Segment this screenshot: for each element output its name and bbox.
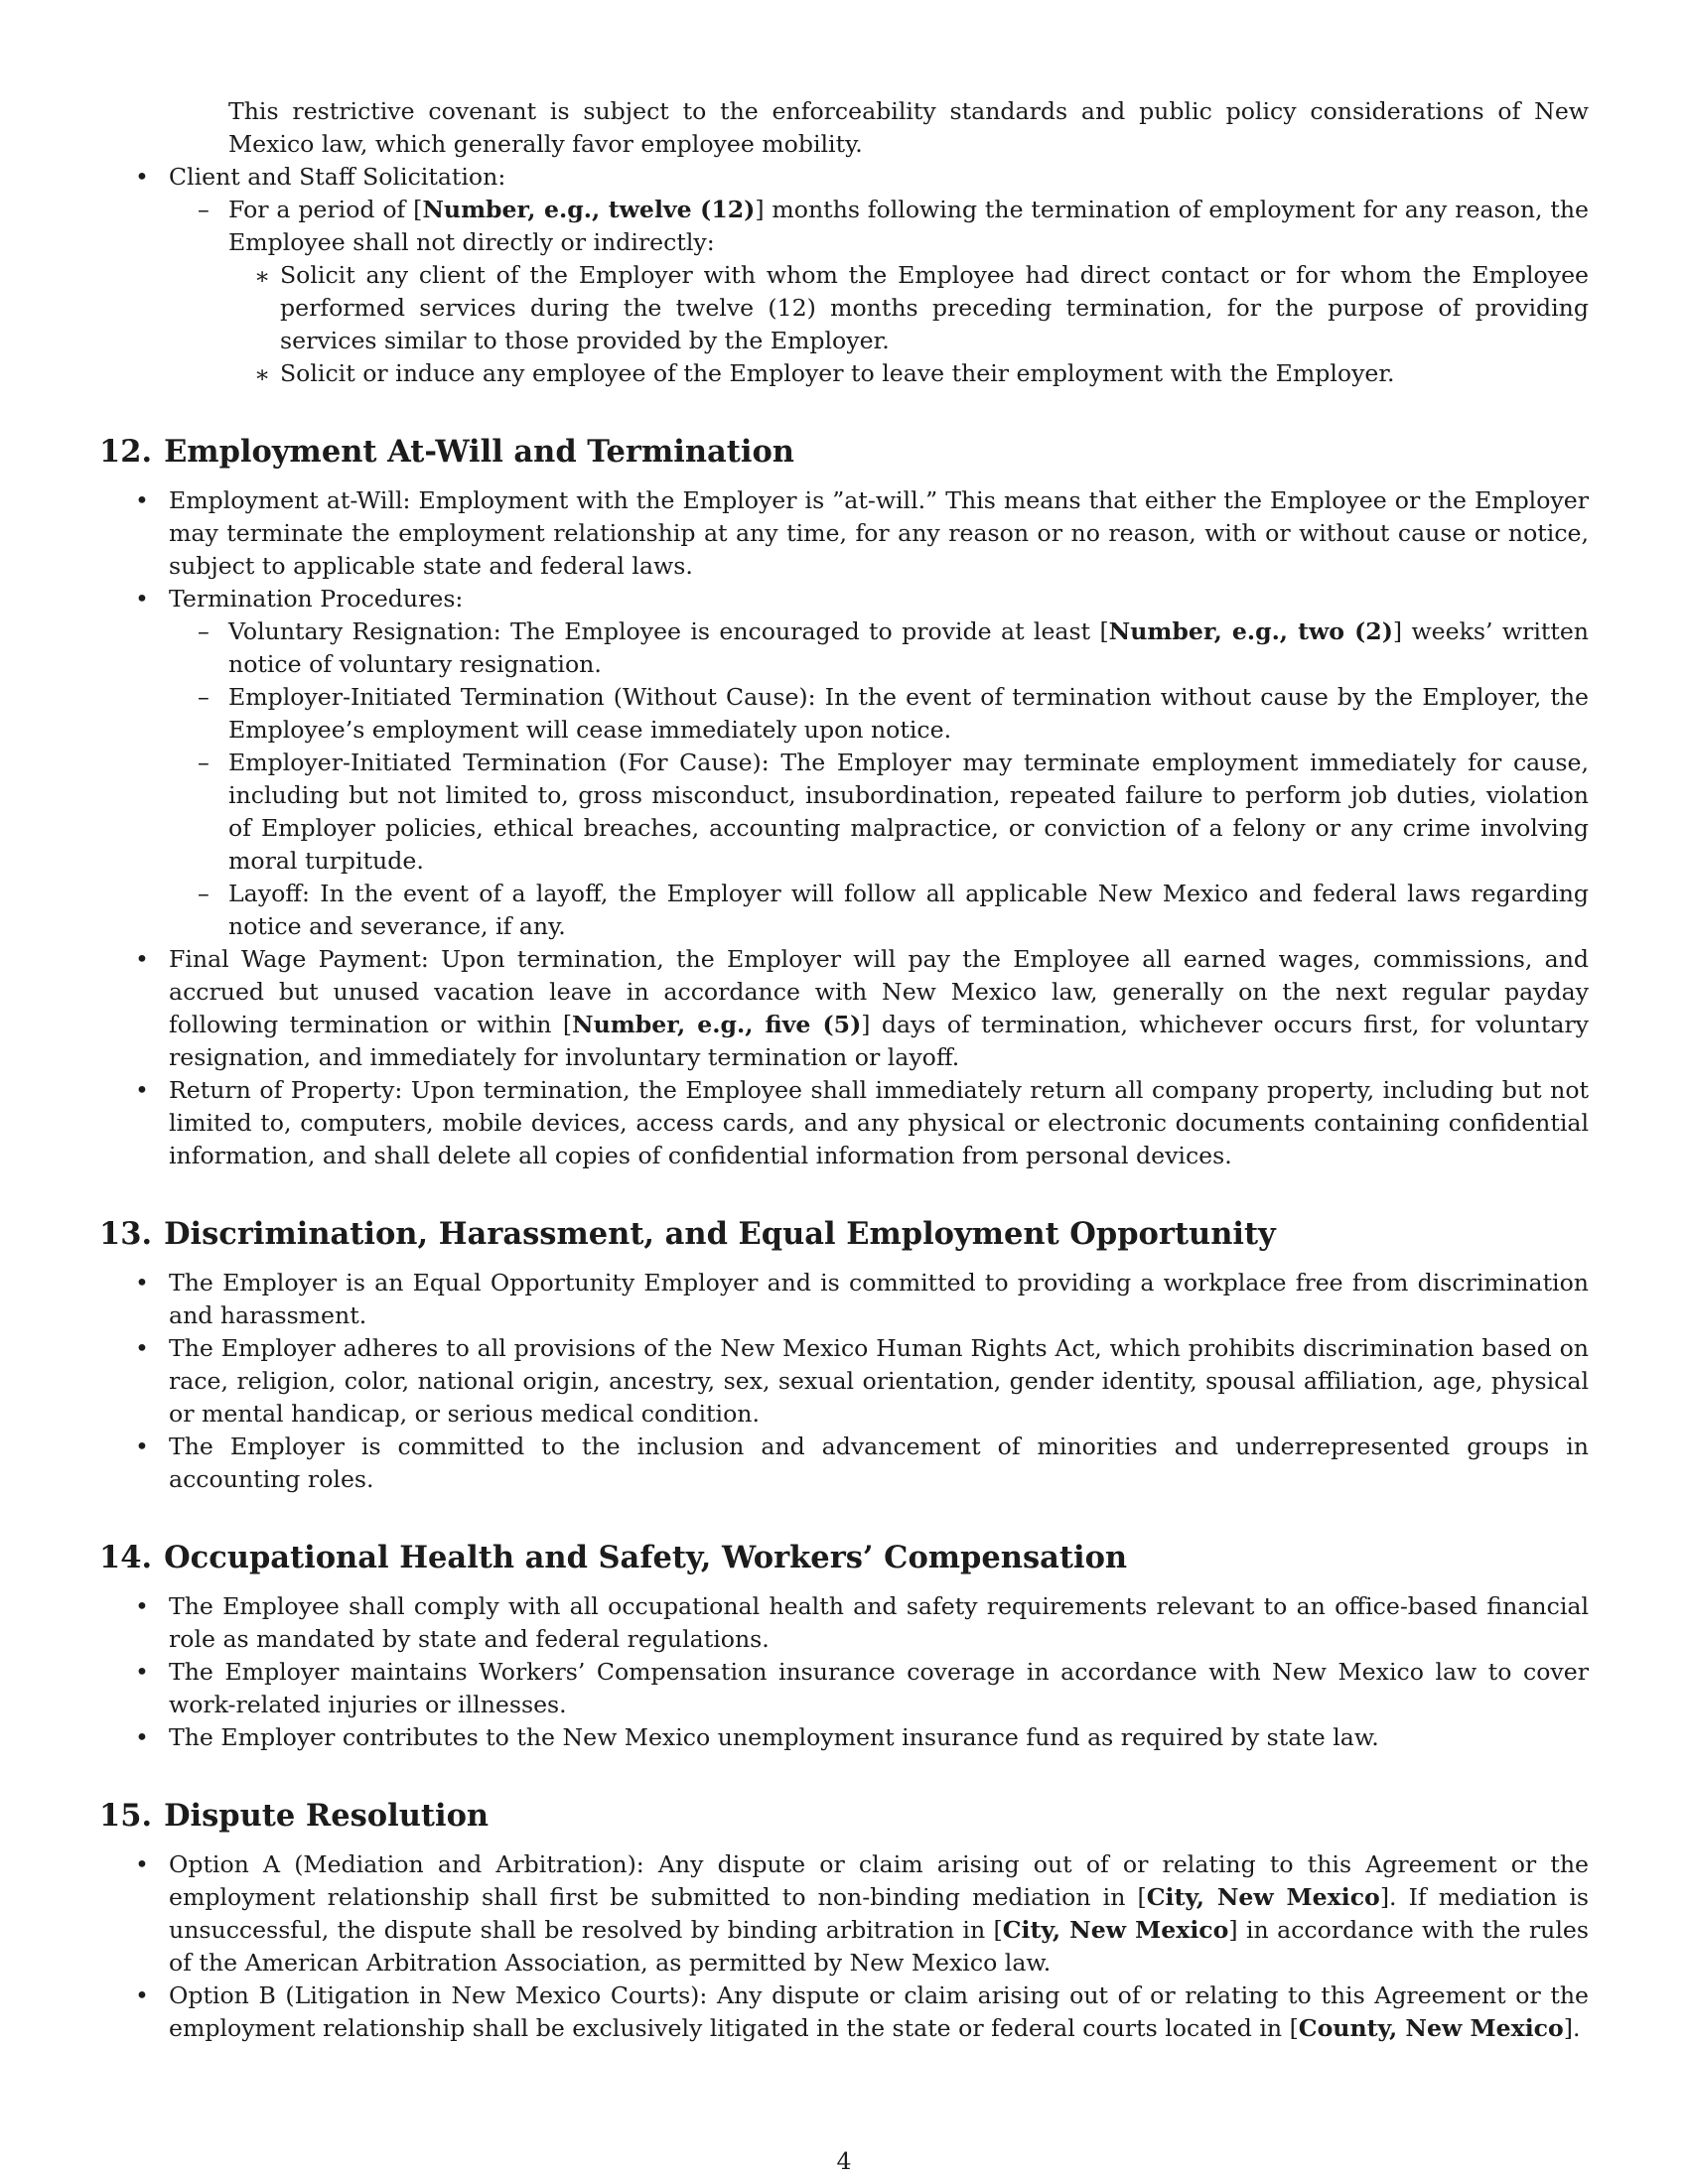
asterisk-icon: ∗ bbox=[254, 262, 271, 290]
list-item: ∗ Solicit any client of the Employer with whom the Employee had direct contact or for whom the Employee performed services during the twelve (12) months preceding termination, for the purpose of providing services similar to those provided by the Employer. bbox=[254, 261, 1589, 354]
placeholder-field: City, New Mexico bbox=[1002, 1916, 1229, 1944]
placeholder-field: County, New Mexico bbox=[1298, 2014, 1564, 2042]
section-15-list bbox=[99, 1848, 1589, 2045]
bullet-icon: • bbox=[135, 163, 149, 191]
placeholder-field: Number, e.g., two (2) bbox=[1108, 617, 1393, 645]
list-item: • The Employer maintains Workers’ Compensation insurance coverage in accordance with New Mexico law to cover work-related injuries or illnesses. bbox=[135, 1658, 1589, 1718]
section-12-list bbox=[99, 484, 1589, 1172]
bullet-icon: • bbox=[135, 1850, 149, 1878]
list-item: • Employment at-Will: Employment with the Employer is ”at-will.” This means that either the Employee or the Employer may terminate the employment relationship at any time, for any reason or no reason, with or without cause or notice, subject to applicable state and federal laws. bbox=[135, 486, 1589, 580]
section-heading-14: 14. Occupational Health and Safety, Workers’ Compensation bbox=[99, 1540, 1128, 1575]
bullet-icon: • bbox=[135, 1334, 149, 1362]
list-item: • Termination Procedures: – Voluntary Resignation: The Employee is encouraged to provide at least [Number, e.g., two (2)] weeks’ written notice of voluntary resignation. – Employer-Initiated Termination (Without Cause): In the event of termination without cause by the Employer, the Employee’s employment will cease immediately upon notice. – Employer-Initiated Termination (For Cause): The Employer may terminate employment immediately for cause, including but not limited to, gross misconduct, insubordination, repeated failure to perform job duties, violation of Employer policies, ethical breaches, accounting malpractice, or conviction of a felony or any crime involving moral turpitude. – Layoff: In the event of a layoff, the Employer will follow all applicable New Mexico and federal laws regarding notice and severance, if any. bbox=[99, 583, 1589, 943]
list-item: – Layoff: In the event of a layoff, the Employer will follow all applicable New Mexico and federal laws regarding notice and severance, if any. bbox=[198, 880, 1589, 940]
placeholder-field: Number, e.g., twelve (12) bbox=[422, 196, 756, 223]
asterisk-icon: ∗ bbox=[254, 360, 271, 388]
page-number: 4 bbox=[836, 2147, 852, 2175]
list-item: – Employer-Initiated Termination (Without Cause): In the event of termination without cause by the Employer, the Employee’s employment will cease immediately upon notice. bbox=[198, 683, 1589, 744]
list-item: – Voluntary Resignation: The Employee is encouraged to provide at least [Number, e.g., two (2)] weeks’ written notice of voluntary resignation. bbox=[198, 617, 1589, 678]
list-item: • The Employer contributes to the New Mexico unemployment insurance fund as required by state law. bbox=[99, 1721, 1589, 1754]
section-heading-15: 15. Dispute Resolution bbox=[99, 1798, 490, 1834]
bullet-icon: • bbox=[135, 486, 149, 514]
list-item: • The Employer is an Equal Opportunity Employer and is committed to providing a workplace free from discrimination and harassment. bbox=[135, 1269, 1589, 1329]
list-item: • Client and Staff Solicitation: – For a period of [Number, e.g., twelve (12)] months following the termination of employment for any reason, the Employee shall not directly or indirectly: ∗ Solicit any client of the Employer with whom the Employee had direct contact or for whom the Employee performed services during the twelve (12) months preceding termination, for the purpose of providing services similar to those provided by the Employer. ∗ Solicit or induce any employee of the Employer to leave their employment with the Employer. bbox=[99, 161, 1589, 390]
bullet-icon: • bbox=[135, 1723, 149, 1751]
dash-icon: – bbox=[198, 749, 210, 776]
bullet-icon: • bbox=[135, 1076, 149, 1104]
list-item: • The Employer adheres to all provisions of the New Mexico Human Rights Act, which prohibits discrimination based on race, religion, color, national origin, ancestry, sex, sexual orientation, gender identity, spousal affiliation, age, physical or mental handicap, or serious medical condition. bbox=[135, 1334, 1589, 1428]
bullet-icon: • bbox=[135, 1433, 149, 1460]
bullet-icon: • bbox=[135, 1269, 149, 1297]
bullet-icon: • bbox=[135, 1592, 149, 1620]
list-item: • Option B (Litigation in New Mexico Courts): Any dispute or claim arising out of or relating to this Agreement or the employment relationship shall be exclusively litigated in the state or federal courts located in [County, New Mexico]. bbox=[135, 1981, 1589, 2042]
list-item: • The Employer is committed to the inclusion and advancement of minorities and underrepresented groups in accounting roles. bbox=[135, 1433, 1589, 1493]
bullet-icon: • bbox=[135, 1658, 149, 1686]
bullet-icon: • bbox=[135, 945, 149, 973]
list-item: ∗ Solicit or induce any employee of the Employer to leave their employment with the Employer. bbox=[280, 357, 1589, 390]
solicitation-list bbox=[99, 161, 1589, 390]
covenant-continuation: This restrictive covenant is subject to the enforceability standards and public policy considerations of New Mexico law, which generally favor employee mobility. bbox=[228, 97, 1589, 158]
list-item: • The Employee shall comply with all occupational health and safety requirements relevant to an office-based financial role as mandated by state and federal regulations. bbox=[135, 1592, 1589, 1653]
dash-icon: – bbox=[198, 683, 210, 711]
placeholder-field: Number, e.g., five (5) bbox=[572, 1011, 862, 1038]
section-14-list bbox=[99, 1590, 1589, 1754]
page-content bbox=[99, 95, 1589, 2045]
dash-icon: – bbox=[198, 617, 210, 645]
bullet-icon: • bbox=[135, 1981, 149, 2009]
bullet-icon: • bbox=[135, 585, 149, 613]
list-item: – Employer-Initiated Termination (For Cause): The Employer may terminate employment immediately for cause, including but not limited to, gross misconduct, insubordination, repeated failure to perform job duties, violation of Employer policies, ethical breaches, accounting malpractice, or conviction of a felony or any crime involving moral turpitude. bbox=[198, 749, 1589, 875]
list-item: • Final Wage Payment: Upon termination, the Employer will pay the Employee all earned wages, commissions, and accrued but unused vacation leave in accordance with New Mexico law, generally on the next regular payday following termination or within [Number, e.g., five (5)] days of termination, whichever occurs first, for voluntary resignation, and immediately for involuntary termination or layoff. bbox=[135, 945, 1590, 1071]
dash-icon: – bbox=[198, 880, 210, 907]
section-heading-12: 12. Employment At-Will and Termination bbox=[99, 434, 794, 470]
section-heading-13: 13. Discrimination, Harassment, and Equal Employment Opportunity bbox=[99, 1216, 1276, 1252]
section-13-list bbox=[99, 1267, 1589, 1496]
dash-icon: – bbox=[198, 196, 210, 223]
placeholder-field: City, New Mexico bbox=[1146, 1883, 1380, 1911]
list-item: – For a period of [Number, e.g., twelve (12)] months following the termination of employment for any reason, the Employee shall not directly or indirectly: ∗ Solicit any client of the Employer with whom the Employee had direct contact or for whom the Employee performed services during the twelve (12) months preceding termination, for the purpose of providing services similar to those provided by the Employer. ∗ Solicit or induce any employee of the Employer to leave their employment with the Employer. bbox=[169, 194, 1589, 390]
list-item: • Option A (Mediation and Arbitration): Any dispute or claim arising out of or relating to this Agreement or the employment relationship shall first be submitted to non-binding mediation in [City, New Mexico]. If mediation is unsuccessful, the dispute shall be resolved by binding arbitration in [City, New Mexico] in accordance with the rules of the American Arbitration Association, as permitted by New Mexico law. bbox=[135, 1850, 1590, 1977]
list-item: • Return of Property: Upon termination, the Employee shall immediately return all company property, including but not limited to, computers, mobile devices, access cards, and any physical or electronic documents containing confidential information, and shall delete all copies of confidential information from personal devices. bbox=[135, 1076, 1589, 1169]
